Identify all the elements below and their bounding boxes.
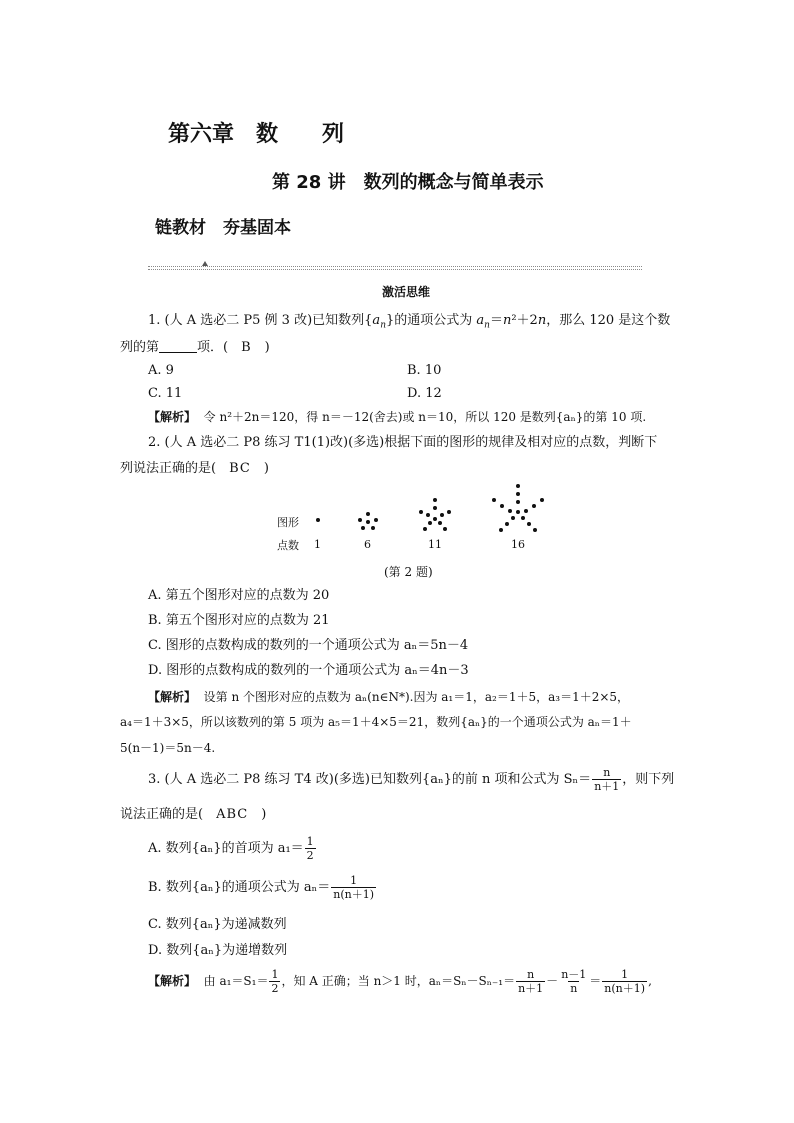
figure4-dot [540, 498, 544, 502]
figure4-dot [516, 492, 520, 496]
q1-stem-line2: 列的第 项．( B ) [120, 340, 270, 355]
q3-analysis: 【解析】 由 a₁＝S₁＝ $\frac{1}{2}$ ，知 A 正确；当 n＞1 时，aₙ＝Sₙ－Sₙ₋₁＝ $\frac{n}{n+1}$ － $\frac{n-1}{n}$ ＝ $\frac{1}{n(n+1)}$ , [148, 968, 652, 995]
fraction: $\frac{n}{n+1}$ [594, 766, 620, 793]
figure4-dot [499, 528, 503, 532]
analysis-label: 【解析】 [148, 974, 197, 988]
divider-marker-icon [202, 261, 208, 266]
figure-count-2: 6 [364, 538, 371, 551]
figure3-dot [438, 521, 442, 525]
q3-option-c: C. 数列{aₙ}为递减数列 [148, 917, 287, 932]
figure2-dot [361, 526, 365, 530]
figure3-dot [423, 527, 427, 531]
figure4-dot [492, 498, 496, 502]
figure3-dot [419, 510, 423, 514]
figure4-dot [532, 504, 536, 508]
figure4-dot [533, 528, 537, 532]
figure3-dot [433, 506, 437, 510]
figure4-dot [527, 522, 531, 526]
q3-option-a: A. 数列{aₙ}的首项为 a₁＝ $\frac{1}{2}$ [148, 835, 314, 862]
q1-option-d: D. 12 [407, 386, 442, 401]
q2-answer: BC [229, 461, 251, 476]
q1-analysis: 【解析】 令 n²＋2n＝120，得 n＝－12(舍去)或 n＝10，所以 120 是数列{aₙ}的第 10 项. [148, 410, 647, 424]
figure4-dot [524, 509, 528, 513]
q3-stem-line2: 说法正确的是( ABC ) [120, 807, 267, 822]
q1-option-c: C. 11 [148, 386, 183, 401]
figure3-dot [447, 510, 451, 514]
figure3-dot [433, 517, 437, 521]
figure3-dot [433, 498, 437, 502]
q2-stem-line2: 列说法正确的是( BC ) [120, 461, 269, 476]
figure-caption: (第 2 题) [384, 565, 433, 579]
analysis-label: 【解析】 [148, 410, 197, 424]
q3-answer: ABC [216, 807, 249, 822]
figure-row-label-count: 点数 [277, 539, 299, 552]
analysis-label: 【解析】 [148, 690, 197, 704]
q2-stem-line1: 2. (人 A 选必二 P8 练习 T1(1)改)(多选)根据下面的图形的规律及相对应的点数，判断下 [148, 435, 658, 450]
figure-count-4: 16 [511, 538, 525, 551]
chapter-title: 第六章 数 列 [168, 122, 345, 147]
figure-count-1: 1 [314, 538, 321, 551]
figure2-dot [374, 518, 378, 522]
figure4-dot [511, 516, 515, 520]
q2-analysis-line1: 【解析】 设第 n 个图形对应的点数为 aₙ(n∈N*).因为 a₁＝1，a₂＝1＋5，a₃＝1＋2×5， [148, 690, 630, 704]
fraction: $\frac{1}{n(n+1)}$ [604, 968, 646, 995]
figure2-dot [366, 512, 370, 516]
figure4-dot [508, 509, 512, 513]
figure4-dot [500, 504, 504, 508]
figure-row-label-shape: 图形 [277, 516, 299, 529]
q2-option-c: C. 图形的点数构成的数列的一个通项公式为 aₙ＝5n－4 [148, 638, 469, 653]
q1-option-b: B. 10 [407, 363, 442, 378]
q2-option-b: B. 第五个图形对应的点数为 21 [148, 613, 330, 628]
figure3-dot [426, 513, 430, 517]
figure4-dot [521, 516, 525, 520]
q2-analysis-line2: a₄＝1＋3×5，所以该数列的第 5 项为 a₅＝1＋4×5＝21，数列{aₙ}的一个通项公式为 aₙ＝1＋ [120, 715, 632, 729]
figure2-dot [366, 520, 370, 524]
section-divider [148, 266, 642, 270]
figure2-dot [371, 526, 375, 530]
q2-option-d: D. 图形的点数构成的数列的一个通项公式为 aₙ＝4n－3 [148, 663, 469, 678]
figure3-dot [443, 527, 447, 531]
q1-stem-line1: 1. (人 A 选必二 P5 例 3 改)已知数列$\{a_n\}$的通项公式为 $a_n=n^2+2n$，那么 120 是这个数 [148, 313, 671, 331]
figure4-dot [516, 484, 520, 488]
q3-stem-line1: 3. (人 A 选必二 P8 练习 T4 改)(多选)已知数列{aₙ}的前 n 项和公式为 Sₙ＝ $\frac{n}{n+1}$ ，则下列 [148, 766, 675, 793]
q2-analysis-line3: 5(n－1)＝5n－4. [120, 741, 216, 755]
q3-option-d: D. 数列{aₙ}为递增数列 [148, 943, 288, 958]
figure2-dot [358, 518, 362, 522]
section-title: 链教材 夯基固本 [155, 218, 291, 238]
figure3-dot [440, 513, 444, 517]
figure4-dot [516, 500, 520, 504]
q3-option-b: B. 数列{aₙ}的通项公式为 aₙ＝ $\frac{1}{n(n+1)}$ [148, 874, 375, 901]
fraction: $\frac{1}{n(n+1)}$ [333, 874, 375, 901]
q1-answer: B [241, 340, 252, 355]
subsection-title: 激活思维 [382, 285, 431, 299]
figure4-dot [505, 522, 509, 526]
figure-count-3: 11 [428, 538, 442, 551]
fraction: $\frac{1}{2}$ [306, 835, 314, 862]
q2-option-a: A. 第五个图形对应的点数为 20 [148, 588, 330, 603]
fraction: $\frac{n-1}{n}$ [561, 968, 587, 995]
q1-option-a: A. 9 [148, 363, 174, 378]
fraction: $\frac{n}{n+1}$ [518, 968, 544, 995]
lecture-title: 第 28 讲 数列的概念与简单表示 [272, 172, 544, 193]
figure4-dot [516, 510, 520, 514]
figure1-dot [316, 518, 320, 522]
figure3-dot [428, 521, 432, 525]
answer-blank [159, 339, 197, 353]
fraction: $\frac{1}{2}$ [271, 968, 279, 995]
